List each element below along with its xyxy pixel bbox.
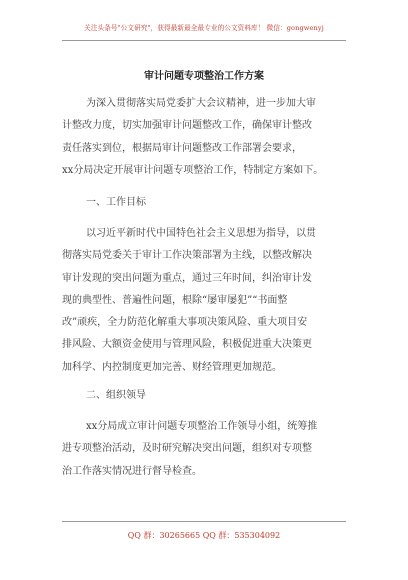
document-title: 审计问题专项整治工作方案 bbox=[144, 71, 264, 82]
paragraph-line: 治工作落实情况进行督导检查。 bbox=[62, 465, 202, 477]
intro-paragraph bbox=[0, 93, 408, 182]
paragraph-line: 为深入贯彻落实局党委扩大会议精神，进一步加大审 bbox=[86, 98, 316, 109]
organization-paragraph bbox=[0, 416, 408, 483]
paragraph-line: 现的典型性、普遍性问题，根除“屡审屡犯”“书面整 bbox=[62, 294, 288, 306]
footer-contact: QQ 群：30265665 QQ 群：535304092 bbox=[127, 531, 281, 540]
header-banner: 关注头条号"公文研究"，获得最新最全最专业的公文资料库！ 微信：gongwenyj bbox=[84, 24, 324, 32]
goals-paragraph bbox=[0, 223, 408, 379]
paragraph-line: 以习近平新时代中国特色社会主义思想为指导，以贯 bbox=[86, 228, 316, 239]
paragraph-line: 改”顽疾，全力防范化解重大事项决策风险、重大项目安 bbox=[62, 317, 308, 329]
paragraph-line: xx分局决定开展审计问题专项整治工作，特制定方案如下。 bbox=[62, 164, 324, 176]
paragraph-line: 计整改力度，切实加强审计问题整改工作，确保审计整改 bbox=[62, 120, 312, 132]
paragraph-line: 审计发现的突出问题为重点，通过三年时间，纠治审计发 bbox=[62, 272, 312, 284]
paragraph-line: 排风险、大额资金使用与管理风险，积极促进重大决策更 bbox=[62, 339, 312, 351]
paragraph-line: 进专项整治活动，及时研究解决突出问题，组织对专项整 bbox=[62, 443, 312, 455]
header-divider bbox=[62, 40, 346, 41]
section-heading-goals: 一、工作目标 bbox=[86, 197, 146, 208]
footer-divider bbox=[62, 521, 346, 522]
paragraph-line: xx分局成立审计问题专项整治工作领导小组，统筹推 bbox=[86, 421, 318, 432]
paragraph-line: 彻落实局党委关于审计工作决策部署为主线，以整改解决 bbox=[62, 250, 312, 262]
paragraph-line: 加科学、内控制度更加完善、财经管理更加规范。 bbox=[62, 361, 282, 373]
paragraph-line: 责任落实到位，根据局审计问题整改工作部署会要求， bbox=[62, 142, 302, 154]
section-heading-organization: 二、组织领导 bbox=[86, 390, 146, 401]
